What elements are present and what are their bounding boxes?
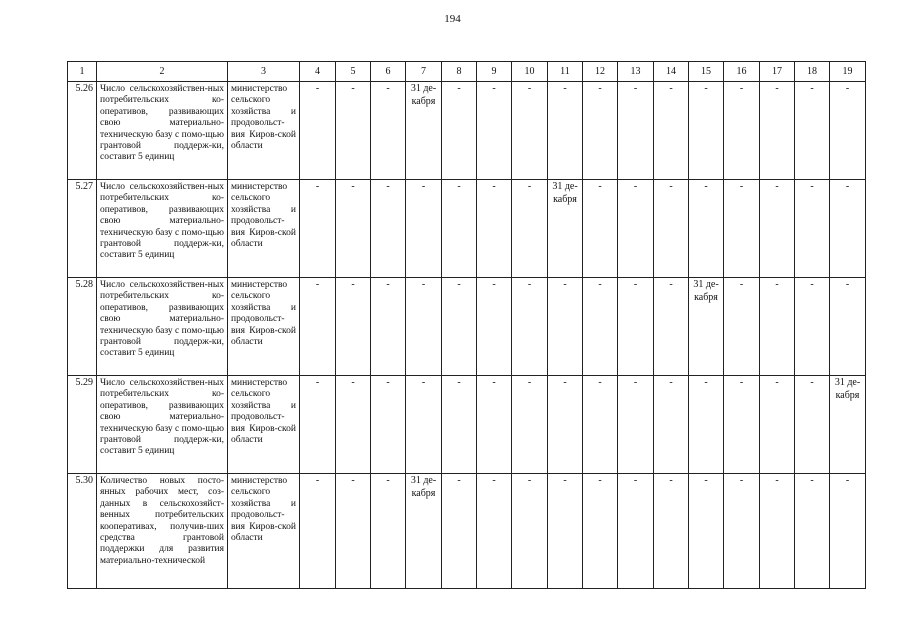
period-cell-12: - bbox=[583, 376, 618, 474]
responsible-executor: министерство сельского хозяйства и продовольст-вия Киров-ской области bbox=[228, 180, 300, 278]
indicator-name: Количество новых посто-янных рабочих мест, соз-данных в сельскохозяйст-венных потребительских кооперативах, получив-ших средства грантовой поддержки для развития материально-технической bbox=[97, 474, 228, 589]
period-cell-19: - bbox=[830, 82, 866, 180]
row-number: 5.28 bbox=[68, 278, 97, 376]
period-cell-10: - bbox=[512, 180, 548, 278]
period-cell-9: - bbox=[477, 474, 512, 589]
period-cell-14: - bbox=[654, 278, 689, 376]
period-cell-12: - bbox=[583, 82, 618, 180]
period-cell-5: - bbox=[336, 82, 371, 180]
period-cell-16: - bbox=[724, 278, 760, 376]
period-cell-19: - bbox=[830, 474, 866, 589]
period-cell-4: - bbox=[300, 82, 336, 180]
period-cell-8: - bbox=[442, 82, 477, 180]
period-cell-11: - bbox=[548, 474, 583, 589]
period-cell-7: 31 де-кабря bbox=[406, 82, 442, 180]
responsible-executor: министерство сельского хозяйства и продовольст-вия Киров-ской области bbox=[228, 376, 300, 474]
period-cell-14: - bbox=[654, 376, 689, 474]
column-header-11: 11 bbox=[548, 62, 583, 82]
indicator-name: Число сельскохозяйствен-ных потребительских ко-оперативов, развивающих свою материально-техническую базу с помо-щью грантовой поддерж-ки, составит 5 единиц bbox=[97, 82, 228, 180]
period-cell-18: - bbox=[795, 278, 830, 376]
period-cell-11: - bbox=[548, 278, 583, 376]
period-cell-5: - bbox=[336, 180, 371, 278]
period-cell-13: - bbox=[618, 376, 654, 474]
column-header-19: 19 bbox=[830, 62, 866, 82]
period-cell-18: - bbox=[795, 82, 830, 180]
table-row bbox=[68, 278, 866, 376]
table-row bbox=[68, 180, 866, 278]
period-cell-17: - bbox=[760, 376, 795, 474]
period-cell-9: - bbox=[477, 278, 512, 376]
column-header-6: 6 bbox=[371, 62, 406, 82]
period-cell-10: - bbox=[512, 474, 548, 589]
period-cell-16: - bbox=[724, 180, 760, 278]
period-cell-7: 31 де-кабря bbox=[406, 474, 442, 589]
period-cell-12: - bbox=[583, 180, 618, 278]
period-cell-14: - bbox=[654, 82, 689, 180]
indicator-name: Число сельскохозяйствен-ных потребительских ко-оперативов, развивающих свою материально-техническую базу с помо-щью грантовой поддерж-ки, составит 5 единиц bbox=[97, 180, 228, 278]
period-cell-13: - bbox=[618, 474, 654, 589]
column-header-13: 13 bbox=[618, 62, 654, 82]
column-header-12: 12 bbox=[583, 62, 618, 82]
period-cell-13: - bbox=[618, 180, 654, 278]
column-header-1: 1 bbox=[68, 62, 97, 82]
column-header-17: 17 bbox=[760, 62, 795, 82]
responsible-executor: министерство сельского хозяйства и продовольст-вия Киров-ской области bbox=[228, 278, 300, 376]
period-cell-11: - bbox=[548, 82, 583, 180]
table-row bbox=[68, 474, 866, 589]
column-header-2: 2 bbox=[97, 62, 228, 82]
period-cell-16: - bbox=[724, 376, 760, 474]
column-header-4: 4 bbox=[300, 62, 336, 82]
period-cell-4: - bbox=[300, 180, 336, 278]
period-cell-16: - bbox=[724, 474, 760, 589]
period-cell-18: - bbox=[795, 474, 830, 589]
period-cell-6: - bbox=[371, 180, 406, 278]
period-cell-6: - bbox=[371, 82, 406, 180]
row-number: 5.26 bbox=[68, 82, 97, 180]
period-cell-4: - bbox=[300, 278, 336, 376]
period-cell-8: - bbox=[442, 278, 477, 376]
column-header-3: 3 bbox=[228, 62, 300, 82]
period-cell-4: - bbox=[300, 376, 336, 474]
table-body bbox=[68, 62, 866, 589]
period-cell-15: - bbox=[689, 376, 724, 474]
period-cell-15: - bbox=[689, 180, 724, 278]
period-cell-13: - bbox=[618, 82, 654, 180]
column-header-9: 9 bbox=[477, 62, 512, 82]
period-cell-15: - bbox=[689, 82, 724, 180]
period-cell-10: - bbox=[512, 376, 548, 474]
period-cell-9: - bbox=[477, 180, 512, 278]
period-cell-10: - bbox=[512, 278, 548, 376]
period-cell-4: - bbox=[300, 474, 336, 589]
period-cell-18: - bbox=[795, 376, 830, 474]
column-header-10: 10 bbox=[512, 62, 548, 82]
column-header-8: 8 bbox=[442, 62, 477, 82]
schedule-table bbox=[67, 61, 866, 589]
row-number: 5.30 bbox=[68, 474, 97, 589]
row-number: 5.27 bbox=[68, 180, 97, 278]
period-cell-5: - bbox=[336, 278, 371, 376]
period-cell-12: - bbox=[583, 474, 618, 589]
period-cell-7: - bbox=[406, 180, 442, 278]
column-header-18: 18 bbox=[795, 62, 830, 82]
period-cell-17: - bbox=[760, 180, 795, 278]
period-cell-17: - bbox=[760, 278, 795, 376]
period-cell-11: - bbox=[548, 376, 583, 474]
period-cell-8: - bbox=[442, 376, 477, 474]
responsible-executor: министерство сельского хозяйства и продовольст-вия Киров-ской области bbox=[228, 82, 300, 180]
period-cell-19: - bbox=[830, 180, 866, 278]
period-cell-5: - bbox=[336, 376, 371, 474]
period-cell-6: - bbox=[371, 474, 406, 589]
period-cell-10: - bbox=[512, 82, 548, 180]
period-cell-6: - bbox=[371, 278, 406, 376]
period-cell-17: - bbox=[760, 474, 795, 589]
table-row bbox=[68, 376, 866, 474]
page-number: 194 bbox=[444, 13, 461, 25]
header-row bbox=[68, 62, 866, 82]
period-cell-8: - bbox=[442, 180, 477, 278]
period-cell-7: - bbox=[406, 278, 442, 376]
period-cell-6: - bbox=[371, 376, 406, 474]
period-cell-19: - bbox=[830, 278, 866, 376]
indicator-name: Число сельскохозяйствен-ных потребительских ко-оперативов, развивающих свою материально-техническую базу с помо-щью грантовой поддерж-ки, составит 5 единиц bbox=[97, 278, 228, 376]
indicator-name: Число сельскохозяйствен-ных потребительских ко-оперативов, развивающих свою материально-техническую базу с помо-щью грантовой поддерж-ки, составит 5 единиц bbox=[97, 376, 228, 474]
period-cell-8: - bbox=[442, 474, 477, 589]
period-cell-13: - bbox=[618, 278, 654, 376]
period-cell-14: - bbox=[654, 180, 689, 278]
period-cell-5: - bbox=[336, 474, 371, 589]
column-header-14: 14 bbox=[654, 62, 689, 82]
period-cell-14: - bbox=[654, 474, 689, 589]
column-header-16: 16 bbox=[724, 62, 760, 82]
period-cell-7: - bbox=[406, 376, 442, 474]
period-cell-16: - bbox=[724, 82, 760, 180]
period-cell-9: - bbox=[477, 82, 512, 180]
period-cell-18: - bbox=[795, 180, 830, 278]
column-header-5: 5 bbox=[336, 62, 371, 82]
period-cell-19: 31 де-кабря bbox=[830, 376, 866, 474]
period-cell-9: - bbox=[477, 376, 512, 474]
period-cell-15: 31 де-кабря bbox=[689, 278, 724, 376]
table-row bbox=[68, 82, 866, 180]
period-cell-15: - bbox=[689, 474, 724, 589]
responsible-executor: министерство сельского хозяйства и продовольст-вия Киров-ской области bbox=[228, 474, 300, 589]
period-cell-17: - bbox=[760, 82, 795, 180]
row-number: 5.29 bbox=[68, 376, 97, 474]
column-header-15: 15 bbox=[689, 62, 724, 82]
period-cell-12: - bbox=[583, 278, 618, 376]
period-cell-11: 31 де-кабря bbox=[548, 180, 583, 278]
column-header-7: 7 bbox=[406, 62, 442, 82]
